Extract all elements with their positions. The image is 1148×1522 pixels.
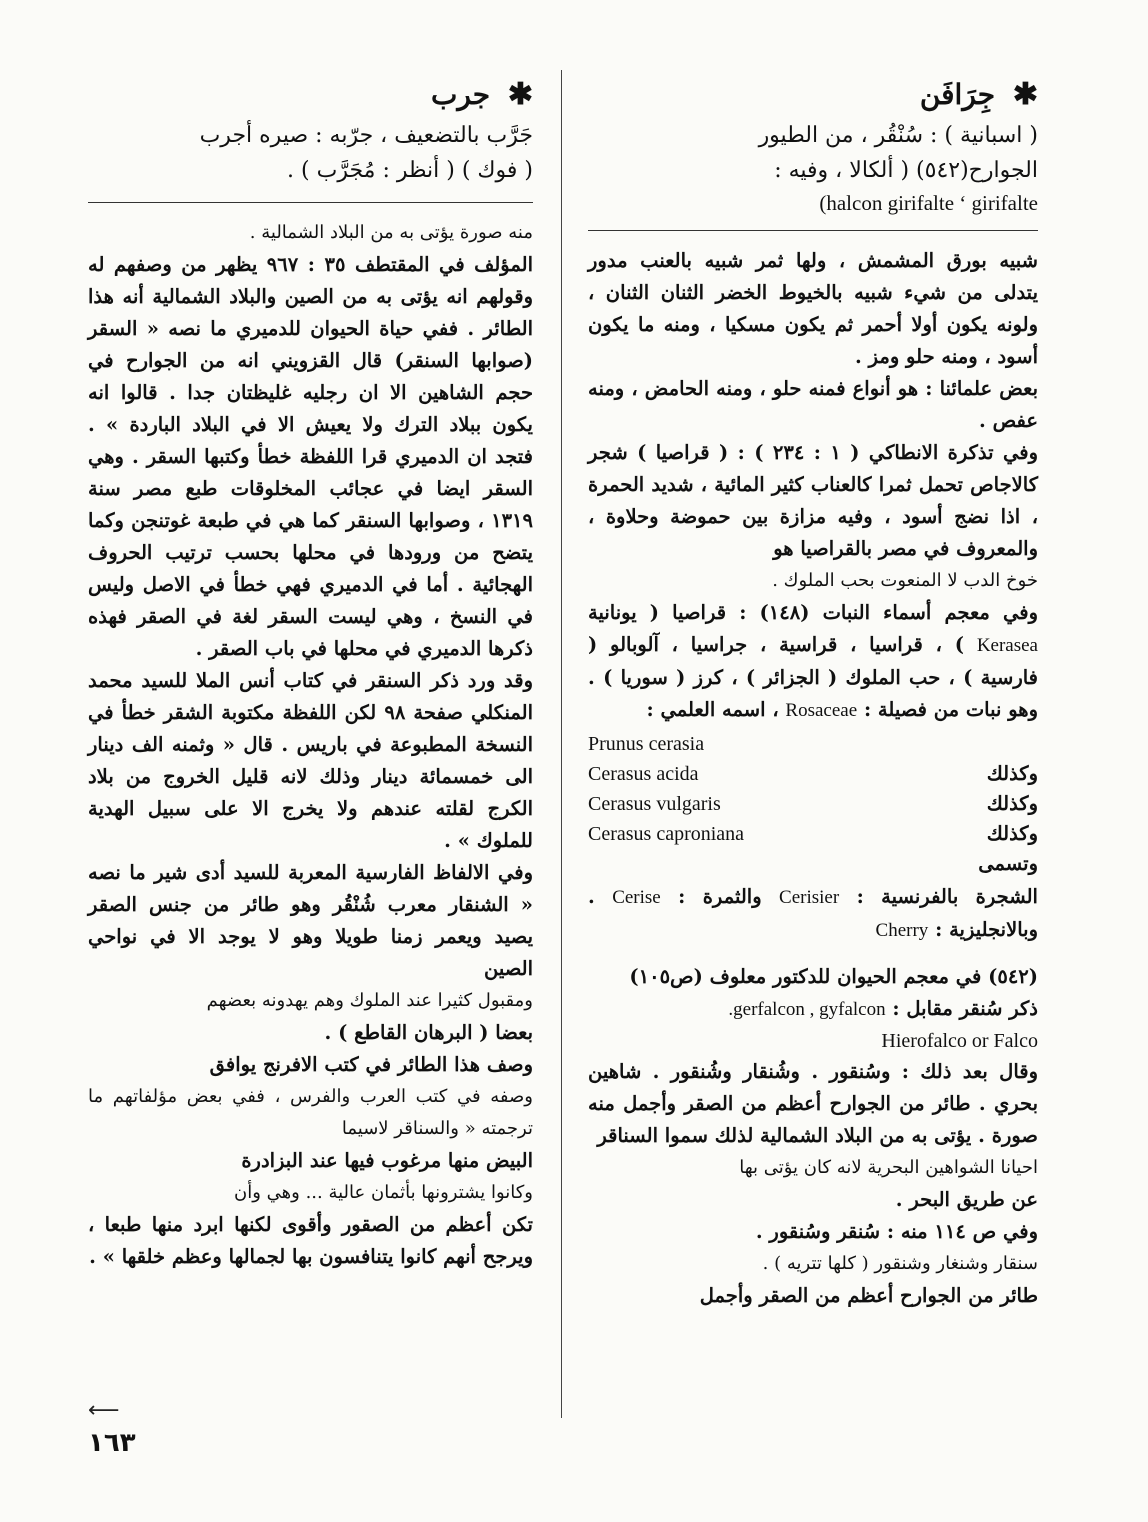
paragraph-thin: وكانوا يشترونها بأثمان عالية ... وهي وأن <box>234 1182 533 1203</box>
footnote-line: (٥٤٢) في معجم الحيوان للدكتور معلوف (ص١٠٥) <box>629 965 1038 988</box>
paragraph-thin: خوخ الدب لا المنعوت بحب الملوك . <box>772 570 1038 591</box>
table-row: وكذلك Cerasus acida <box>588 762 1038 785</box>
footnote-paragraph: وفي ص ١١٤ منه : سُنقر وسُنقور . <box>755 1220 1038 1243</box>
table-row: وكذلك Cerasus vulgaris <box>588 792 1038 815</box>
right-column <box>588 78 1038 1312</box>
footnote <box>588 961 1038 1312</box>
table-row: وتسمى <box>978 852 1038 875</box>
paragraph: الشجرة بالفرنسية : Cerisier والثمرة : Cerise . وبالانجليزية : Cherry <box>588 885 1038 941</box>
headword-right: ✱ جِرَافَن <box>919 77 1038 112</box>
paragraph: وصف هذا الطائر في كتب الافرنج يوافق <box>209 1053 533 1076</box>
paragraph: شبيه بورق المشمش ، ولها ثمر شبيه بالعنب مدور يتدلى من شيء شبيه بالخيوط الخضر الثنان الثنان ، ولونه يكون أولا أحمر ثم يكون مسكيا ، ومنه ما يكون أسود ، ومنه حلو ومز . <box>588 249 1038 368</box>
entry-line: ( اسبانية ) : سُنْقُر ، من الطيور <box>758 123 1038 148</box>
paragraph: وقد ورد ذكر السنقر في كتاب أنس الملا للسيد محمد المنكلي صفحة ٩٨ لكن اللفظة مكتوبة الشقر خطأ في النسخة المطبوعة في باريس . قال « وثمنه الف دينار الى خمسمائة دينار وذلك لانه قليل الخروج من بلاد الكرج لقلته عندهم ولا يخرج الا على سبيل الهدية للملوك » . <box>88 669 533 852</box>
paragraph-thin: ومقبول كثيرا عند الملوك وهم يهدونه بعضهم <box>206 990 533 1011</box>
entry-line: جَرَّب بالتضعيف ، جرّبه : صيره أجرب <box>199 123 533 148</box>
paragraph: وفي الالفاظ الفارسية المعربة للسيد أدى شير ما نصه « الشنقار معرب شُنْقُر وهو طائر من جنس الصقر يصيد ويعمر زمنا طويلا وهو لا يوجد الا في نواحي الصين <box>88 861 533 980</box>
headword-left: ✱ جرب <box>430 77 533 112</box>
footnote-line: ذكر سُنقر مقابل : gerfalcon , gyfalcon. <box>728 997 1038 1020</box>
paragraph-thin: منه صورة يؤتى به من البلاد الشمالية . <box>249 222 533 243</box>
paragraph: بعض علمائنا : هو أنواع فمنه حلو ، ومنه الحامض ، ومنه عفص . <box>588 377 1038 432</box>
paragraph: تكن أعظم من الصقور وأقوى لكنها ابرد منها طبعا ، ويرجح أنهم كانوا يتنافسون بها لجمالها وعظم خلقها » . <box>88 1213 533 1268</box>
paragraph-thin: وصفه في كتب العرب والفرس ، ففي بعض مؤلفاتهم ما ترجمته « والسناقر لاسيما <box>88 1086 533 1139</box>
paragraph: المؤلف في المقتطف ٣٥ : ٩٦٧ يظهر من وصفهم له وقولهم انه يؤتى به من الصين والبلاد الشمالية أنه هذا الطائر . ففي حياة الحيوان للدميري ما نصه « السقر (صوابها السنقر) قال القزويني انه من الجوارح في حجم الشاهين الا ان رجليه غليظتان جدا . قالوا انه يكون ببلاد الترك ولا يعيش الا في البلاد الباردة » . فتجد ان الدميري قرا اللفظة خطأ وكتبها السقر . وهي السقر ايضا في عجائب المخلوقات طبع مصر سنة ١٣١٩ ، وصوابها السنقر كما هي في طبعة غوتنجن وكما يتضح من ورودها في محلها بحسب ترتيب الحروف الهجائية . أما في الدميري فهي خطأ في الاصل وليس في النسخ ، وهي ليست السقر لغة في الصقر فهذه ذكرها الدميري في محلها في باب الصقر . <box>88 253 533 660</box>
paragraph: البيض منها مرغوب فيها عند البزادرة <box>241 1149 533 1172</box>
divider-rule <box>588 230 1038 231</box>
paragraph: وفي معجم أسماء النبات (١٤٨) : قراصيا ( يونانية Kerasea ) ، قراسيا ، قراسية ، جراسيا ، آلوبالو ( فارسية ) ، حب الملوك ( الجزائر ) ، كرز ( سوريا ) . وهو نبات من فصيلة : Rosaceae ، اسمه العلمي : <box>588 601 1039 721</box>
divider-rule <box>88 202 533 203</box>
body-text <box>88 217 533 1273</box>
paragraph: وفي تذكرة الانطاكي ( ١ : ٢٣٤ ) : ( قراصيا ) شجر كالاجاص تحمل ثمرا كالعناب كثير المائية ، شديد الحمرة ، اذا نضج أسود ، وفيه مزازة بين حموضة وحلاوة ، والمعروف في مصر بالقراصيا هو <box>588 441 1038 560</box>
page-number: ١٦٣ <box>88 1428 136 1458</box>
entry-latin: (halcon girifalte ‘ girifalte <box>819 191 1038 215</box>
entry-line: الجوارح(٥٤٢) ( ألكالا ، وفيه : <box>774 158 1038 183</box>
footnote-latin: Hierofalco or Falco <box>881 1030 1038 1052</box>
asterisk-icon: ✱ <box>1012 77 1038 112</box>
body-text <box>588 245 1038 1312</box>
entry-line: ( فوك ) ( أنظر : مُجَرَّب ) . <box>287 158 533 183</box>
footnote-paragraph: عن طريق البحر . <box>895 1188 1038 1211</box>
table-row: وكذلك Cerasus caproniana <box>588 822 1038 845</box>
paragraph: بعضا ( البرهان القاطع ) . <box>324 1021 533 1044</box>
asterisk-icon: ✱ <box>507 77 533 112</box>
scientific-names-table <box>588 729 1038 879</box>
left-column <box>88 78 533 1273</box>
table-row: Prunus cerasia <box>588 733 705 755</box>
column-divider <box>561 70 562 1418</box>
footnote-paragraph: طائر من الجوارح أعظم من الصقر وأجمل <box>699 1284 1038 1307</box>
continue-arrow-icon: ⟵ <box>88 1398 120 1423</box>
footnote-thin: احيانا الشواهين البحرية لانه كان يؤتى بها <box>739 1157 1038 1178</box>
footnote-paragraph: وقال بعد ذلك : وسُنقور . وشُنقار وشُنقور . شاهين بحري . طائر من الجوارح أعظم من الصقر وأجمل منه صورة . يؤتى به من البلاد الشمالية لذلك سموا السناقر <box>588 1060 1038 1147</box>
footnote-thin: سنقار وشنغار وشنقور ( كلها تتريه ) . <box>762 1253 1038 1274</box>
